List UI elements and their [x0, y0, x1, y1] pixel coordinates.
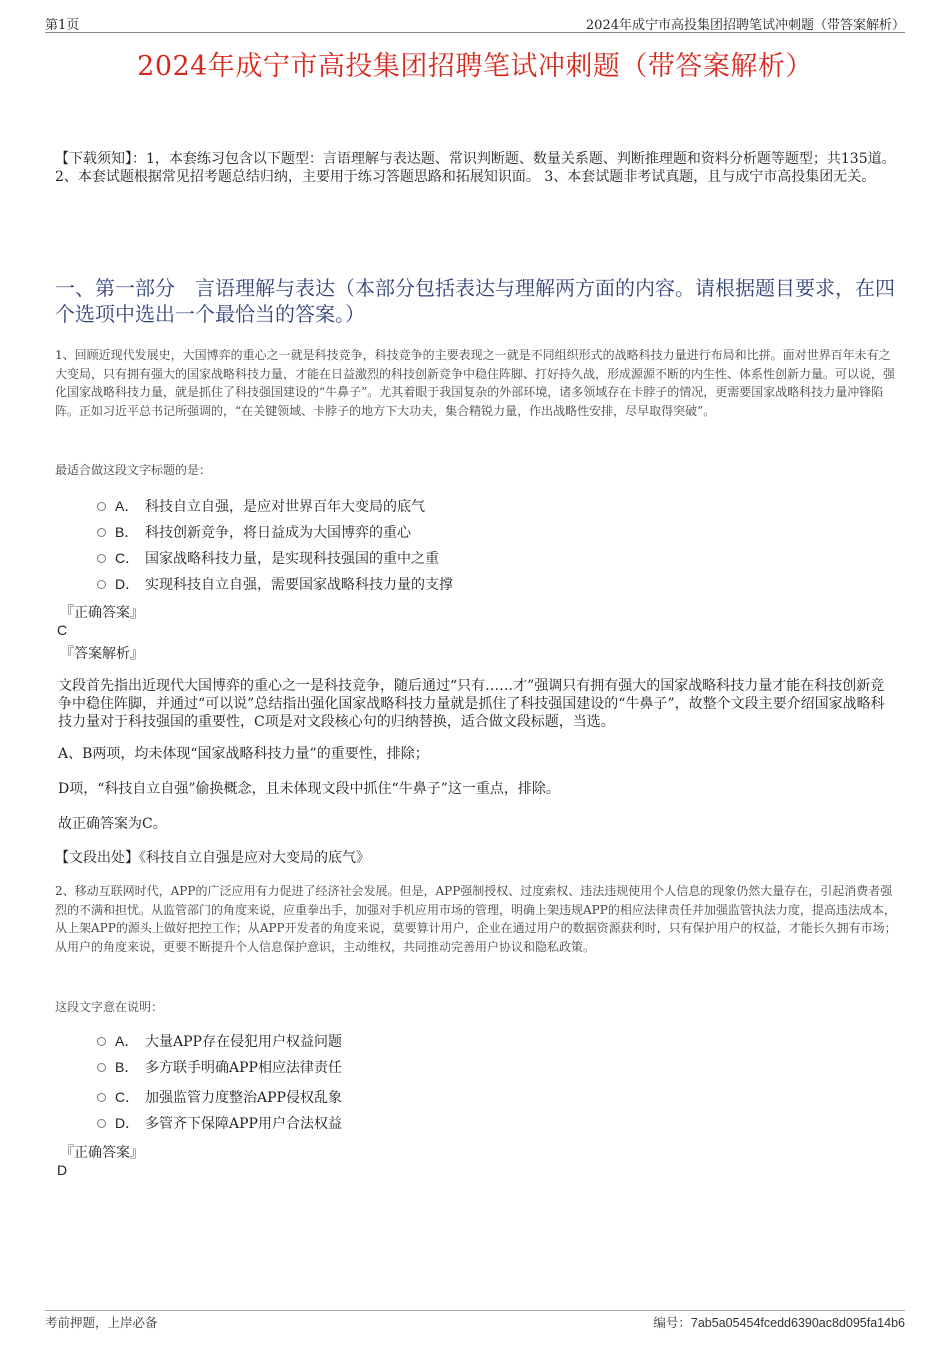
q1-analysis-label: 『答案解析』 [60, 646, 144, 662]
header-divider [45, 32, 905, 33]
footer-divider [45, 1310, 905, 1311]
q2-option-d[interactable]: D． 多管齐下保障APP用户合法权益 [95, 1110, 342, 1136]
q2-option-a[interactable]: A． 大量APP存在侵犯用户权益问题 [95, 1028, 342, 1054]
q2-option-c[interactable]: C． 加强监管力度整治APP侵权乱象 [95, 1084, 342, 1110]
q1-analysis-conclusion: 故正确答案为C。 [58, 816, 167, 832]
header-doc-title: 2024年成宁市高投集团招聘笔试冲刺题（带答案解析） [585, 18, 905, 33]
q1-source: 【文段出处】《科技自立自强是应对大变局的底气》 [55, 850, 370, 866]
footer-code-value: 7ab5a05454fcedd6390ac8d095fa14b6 [690, 1316, 905, 1330]
radio-icon[interactable] [97, 554, 106, 563]
q2-options [95, 1028, 342, 1136]
footer-slogan: 考前押题，上岸必备 [45, 1315, 158, 1330]
radio-icon[interactable] [97, 580, 106, 589]
q1-analysis-para-2: A、B两项，均未体现“国家战略科技力量”的重要性，排除； [58, 746, 429, 762]
footer-code [653, 1313, 905, 1331]
q2-option-b[interactable]: B． 多方联手明确APP相应法律责任 [95, 1054, 342, 1080]
q2-stem: 2、移动互联网时代，APP的广泛应用有力促进了经济社会发展。但是，APP强制授权、过度索权、违法违规使用个人信息的现象仍然大量存在，引起消费者强烈的不满和担忧。从监管部门的角度来说，应重拳出手，加强对手机应用市场的管理，明确上架违规APP的相应法律责任并加强监管执法力度，提高违法成本，从上架APP的源头上做好把控工作；从APP开发者的角度来说，莫要算计用户，企业在通过用户的数据资源获利时，只有保护用户的权益，才能长久拥有市场；从用户的角度来说，更要不断提升个人信息保护意识，主动维权，共同推动完善用户协议和隐私政策。 [55, 884, 897, 954]
page-number: 第1页 [45, 18, 80, 33]
radio-icon[interactable] [97, 1063, 106, 1072]
q2-prompt: 这段文字意在说明： [55, 1000, 164, 1014]
q1-prompt: 最适合做这段文字标题的是： [55, 463, 212, 477]
section-heading: 一、第一部分 言语理解与表达（本部分包括表达与理解两方面的内容。请根据题目要求，在四个选项中选出一个最恰当的答案。） [55, 276, 895, 326]
radio-icon[interactable] [97, 502, 106, 511]
q1-answer-label: 『正确答案』 [60, 605, 144, 621]
q1-option-b[interactable]: B． 科技创新竞争，将日益成为大国博弈的重心 [95, 519, 453, 545]
q1-options [95, 493, 453, 597]
radio-icon[interactable] [97, 1093, 106, 1102]
q1-option-d[interactable]: D． 实现科技自立自强，需要国家战略科技力量的支撑 [95, 571, 453, 597]
document-title: 2024年成宁市高投集团招聘笔试冲刺题（带答案解析） [137, 51, 813, 82]
footer-code-label: 编号： [653, 1315, 691, 1330]
radio-icon[interactable] [97, 1037, 106, 1046]
download-notice: 【下载须知】：1，本套练习包含以下题型：言语理解与表达题、常识判断题、数量关系题、判断推理题和资料分析题等题型；共135道。 2、本套试题根据常见招考题总结归纳，主要用于练习答题思路和拓展知识面。 3、本套试题非考试真题，且与成宁市高投集团无关。 [55, 151, 896, 185]
q1-answer: C [57, 622, 68, 638]
q1-analysis-para-1: 文段首先指出近现代大国博弈的重心之一是科技竞争，随后通过“只有……才”强调只有拥有强大的国家战略科技力量才能在科技创新竞争中稳住阵脚，并通过“可以说”总结指出强化国家战略科技力量就是抓住了科技强国建设的“牛鼻子”，故整个文段主要介绍国家战略科技力量对于科技强国的重要性，C项是对文段核心句的归纳替换，适合做文段标题，当选。 [58, 678, 885, 730]
q2-answer: D [57, 1162, 68, 1178]
q1-option-a[interactable]: A． 科技自立自强，是应对世界百年大变局的底气 [95, 493, 453, 519]
q1-analysis-para-3: D项，“科技自立自强”偷换概念，且未体现文段中抓住“牛鼻子”这一重点，排除。 [58, 781, 560, 797]
radio-icon[interactable] [97, 528, 106, 537]
q1-stem: 1、回顾近现代发展史，大国博弈的重心之一就是科技竞争，科技竞争的主要表现之一就是不同组织形式的战略科技力量进行布局和比拼。面对世界百年未有之大变局，只有拥有强大的国家战略科技力量，才能在日益激烈的科技创新竞争中稳住阵脚、打好持久战，形成源源不断的内生性、体系性创新力量。可以说，强化国家战略科技力量，就是抓住了科技强国建设的“牛鼻子”。尤其着眼于我国复杂的外部环境，诸多领域存在卡脖子的情况，更需要国家战略科技力量冲锋陷阵。正如习近平总书记所强调的，“在关键领域、卡脖子的地方下大功夫，集合精锐力量，作出战略性安排，尽早取得突破”。 [55, 348, 896, 418]
q1-option-c[interactable]: C． 国家战略科技力量，是实现科技强国的重中之重 [95, 545, 453, 571]
q2-answer-label: 『正确答案』 [60, 1145, 144, 1161]
radio-icon[interactable] [97, 1119, 106, 1128]
